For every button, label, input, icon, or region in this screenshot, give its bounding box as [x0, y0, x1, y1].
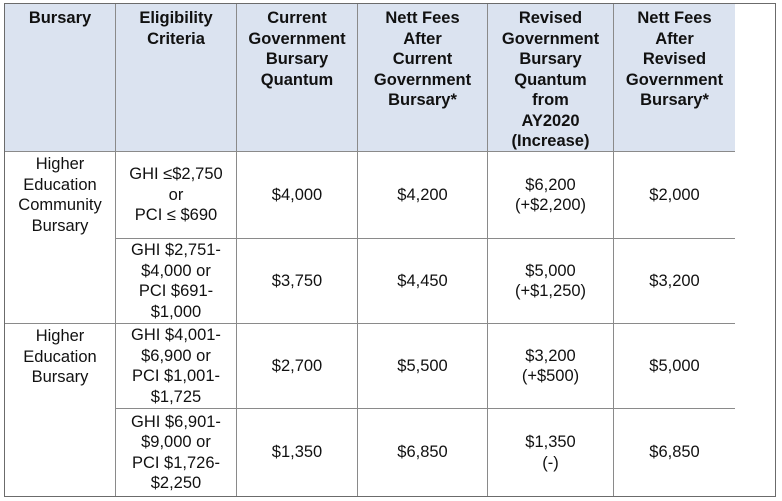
nett-revised-value: $3,200: [649, 271, 700, 290]
revised-value: $3,200 (+$500): [521, 346, 580, 385]
nett-revised-value: $2,000: [649, 185, 700, 204]
header-nett-current: [358, 4, 488, 152]
header-current-quantum: [237, 4, 358, 152]
nett-current-value: $5,500: [397, 356, 448, 375]
header-revised-quantum: [488, 4, 614, 152]
table-cell-current: [237, 239, 358, 324]
table-cell-nett-revised: [614, 409, 735, 496]
bursary-name-hecb: [5, 152, 116, 324]
criteria-text: GHI $6,901- $9,000 or PCI $1,726- $2,250: [131, 412, 221, 492]
table-cell-current: [237, 152, 358, 239]
header-bursary: [5, 4, 116, 152]
table-cell-nett-revised: [614, 324, 735, 409]
table-cell-nett-current: [358, 152, 488, 239]
table-cell-nett-current: [358, 324, 488, 409]
header-current-quantum-label: Current Government Bursary Quantum: [248, 9, 346, 89]
revised-value: $5,000 (+$1,250): [514, 261, 587, 300]
table-cell-criteria: [116, 239, 237, 324]
table-cell-nett-current: [358, 409, 488, 496]
current-value: $4,000: [271, 185, 323, 204]
header-eligibility-label: Eligibility Criteria: [139, 9, 213, 48]
table-cell-revised: [488, 239, 614, 324]
revised-value: $6,200 (+$2,200): [514, 175, 587, 214]
criteria-text: GHI $2,751- $4,000 or PCI $691- $1,000: [131, 241, 221, 321]
nett-current-value: $4,200: [397, 185, 448, 204]
revised-value: $1,350 (-): [525, 433, 576, 472]
bursary-table: [4, 3, 776, 497]
nett-current-value: $6,850: [397, 443, 448, 462]
criteria-text: GHI $4,001- $6,900 or PCI $1,001- $1,725: [131, 326, 221, 406]
criteria-text: GHI ≤$2,750 or PCI ≤ $690: [129, 165, 223, 225]
table-cell-criteria: [116, 152, 237, 239]
header-nett-current-label: Nett Fees After Current Government Bursary*: [373, 9, 472, 109]
header-nett-revised: [614, 4, 735, 152]
header-revised-quantum-label: Revised Government Bursary Quantum from AY2020 (Increase): [501, 9, 600, 150]
current-value: $3,750: [271, 271, 323, 290]
table-cell-current: [237, 409, 358, 496]
header-bursary-label: Bursary: [28, 9, 92, 27]
current-value: $1,350: [271, 443, 323, 462]
table-cell-nett-current: [358, 239, 488, 324]
current-value: $2,700: [271, 356, 323, 375]
nett-revised-value: $5,000: [649, 356, 700, 375]
table-cell-criteria: [116, 324, 237, 409]
table-cell-current: [237, 324, 358, 409]
header-eligibility: [116, 4, 237, 152]
table-cell-revised: [488, 324, 614, 409]
table-cell-revised: [488, 152, 614, 239]
nett-revised-value: $6,850: [649, 443, 700, 462]
table-cell-criteria: [116, 409, 237, 496]
bursary-name-label: Higher Education Community Bursary: [18, 155, 102, 235]
bursary-name-label: Higher Education Bursary: [23, 327, 97, 386]
header-nett-revised-label: Nett Fees After Revised Government Bursary*: [625, 9, 724, 109]
table-cell-nett-revised: [614, 239, 735, 324]
table-cell-revised: [488, 409, 614, 496]
bursary-name-heb: [5, 324, 116, 496]
nett-current-value: $4,450: [397, 271, 448, 290]
table-cell-nett-revised: [614, 152, 735, 239]
